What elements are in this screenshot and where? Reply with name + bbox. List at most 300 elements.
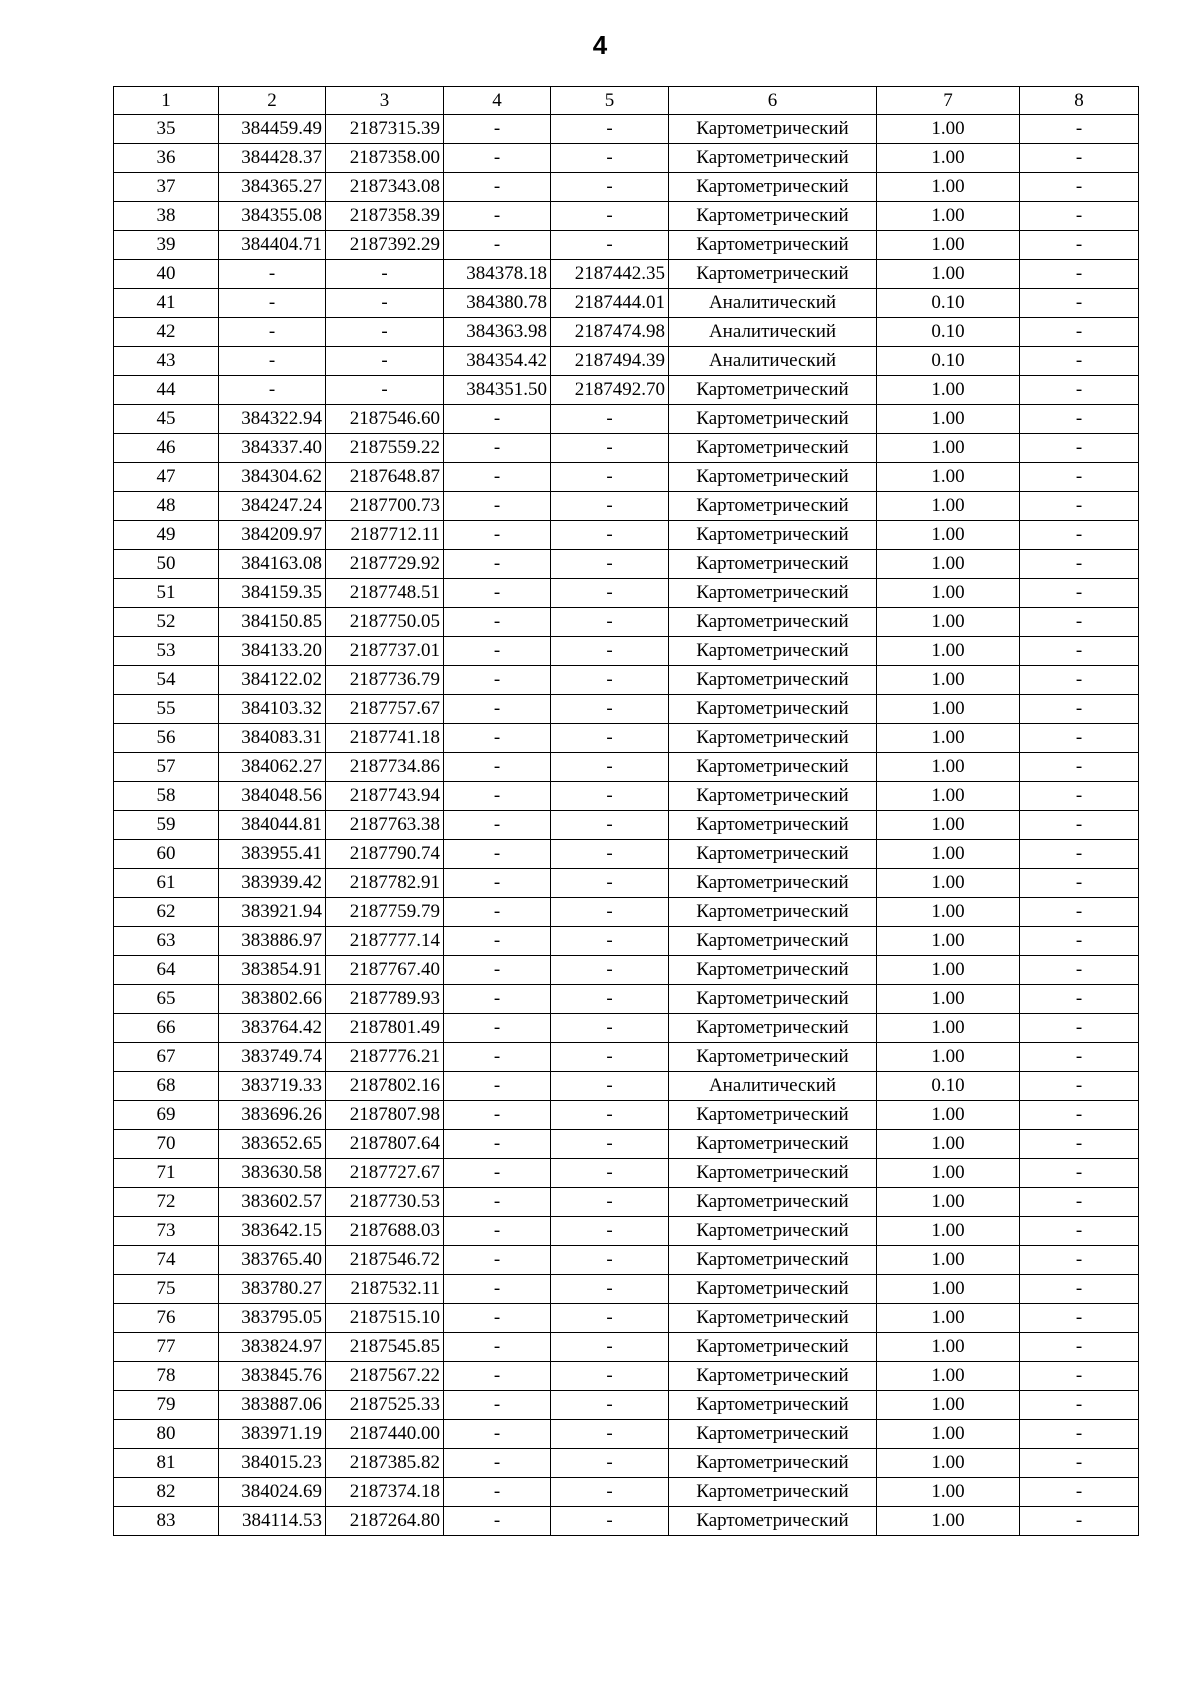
cell-y-coord-new: - <box>551 231 669 260</box>
cell-method: Картометрический <box>669 608 877 637</box>
cell-method: Картометрический <box>669 927 877 956</box>
cell-y-coord-new: - <box>551 521 669 550</box>
cell-point-number: 65 <box>114 985 219 1014</box>
table-row <box>114 202 1139 231</box>
cell-x-coord-new: - <box>444 869 551 898</box>
cell-y-coord-new: - <box>551 1246 669 1275</box>
cell-description: - <box>1020 1130 1139 1159</box>
cell-x-coord-new: - <box>444 115 551 144</box>
cell-x-coord-existing: 384163.08 <box>219 550 326 579</box>
cell-method: Картометрический <box>669 405 877 434</box>
cell-point-number: 63 <box>114 927 219 956</box>
table-row <box>114 811 1139 840</box>
cell-x-coord-new: - <box>444 695 551 724</box>
cell-x-coord-new: - <box>444 1304 551 1333</box>
cell-y-coord-existing: 2187767.40 <box>326 956 444 985</box>
table-row <box>114 1159 1139 1188</box>
cell-method: Аналитический <box>669 318 877 347</box>
cell-description: - <box>1020 434 1139 463</box>
cell-x-coord-existing: 383939.42 <box>219 869 326 898</box>
table-row <box>114 434 1139 463</box>
table-row <box>114 898 1139 927</box>
table-row <box>114 1101 1139 1130</box>
cell-point-number: 69 <box>114 1101 219 1130</box>
table-row <box>114 1362 1139 1391</box>
cell-description: - <box>1020 782 1139 811</box>
cell-method: Картометрический <box>669 376 877 405</box>
cell-accuracy: 0.10 <box>877 289 1020 318</box>
cell-point-number: 72 <box>114 1188 219 1217</box>
cell-description: - <box>1020 492 1139 521</box>
table-row <box>114 695 1139 724</box>
cell-accuracy: 1.00 <box>877 1478 1020 1507</box>
cell-y-coord-new: 2187444.01 <box>551 289 669 318</box>
cell-y-coord-new: - <box>551 1304 669 1333</box>
cell-x-coord-new: - <box>444 231 551 260</box>
cell-y-coord-new: 2187442.35 <box>551 260 669 289</box>
cell-x-coord-existing: 383845.76 <box>219 1362 326 1391</box>
cell-y-coord-new: - <box>551 1217 669 1246</box>
cell-y-coord-new: - <box>551 1072 669 1101</box>
cell-accuracy: 1.00 <box>877 985 1020 1014</box>
cell-method: Картометрический <box>669 869 877 898</box>
table-row <box>114 115 1139 144</box>
cell-accuracy: 1.00 <box>877 1246 1020 1275</box>
cell-x-coord-new: 384380.78 <box>444 289 551 318</box>
cell-point-number: 46 <box>114 434 219 463</box>
cell-accuracy: 1.00 <box>877 1188 1020 1217</box>
cell-x-coord-existing: 384044.81 <box>219 811 326 840</box>
cell-x-coord-existing: 384083.31 <box>219 724 326 753</box>
cell-method: Картометрический <box>669 463 877 492</box>
cell-y-coord-new: 2187492.70 <box>551 376 669 405</box>
cell-description: - <box>1020 521 1139 550</box>
cell-y-coord-new: - <box>551 550 669 579</box>
cell-description: - <box>1020 405 1139 434</box>
cell-description: - <box>1020 753 1139 782</box>
cell-method: Картометрический <box>669 666 877 695</box>
cell-x-coord-existing: 383642.15 <box>219 1217 326 1246</box>
cell-x-coord-existing: 383854.91 <box>219 956 326 985</box>
cell-x-coord-new: - <box>444 666 551 695</box>
cell-x-coord-existing: 383765.40 <box>219 1246 326 1275</box>
cell-method: Аналитический <box>669 347 877 376</box>
cell-accuracy: 1.00 <box>877 1275 1020 1304</box>
cell-x-coord-new: - <box>444 1420 551 1449</box>
cell-point-number: 79 <box>114 1391 219 1420</box>
cell-accuracy: 1.00 <box>877 811 1020 840</box>
cell-method: Картометрический <box>669 1101 877 1130</box>
cell-y-coord-existing: 2187743.94 <box>326 782 444 811</box>
cell-method: Картометрический <box>669 1275 877 1304</box>
cell-description: - <box>1020 956 1139 985</box>
cell-method: Картометрический <box>669 1159 877 1188</box>
cell-x-coord-existing: - <box>219 318 326 347</box>
cell-description: - <box>1020 260 1139 289</box>
table-row <box>114 405 1139 434</box>
column-header-4: 4 <box>444 87 551 115</box>
cell-point-number: 42 <box>114 318 219 347</box>
cell-accuracy: 1.00 <box>877 260 1020 289</box>
cell-method: Картометрический <box>669 1246 877 1275</box>
cell-description: - <box>1020 1217 1139 1246</box>
cell-y-coord-existing: 2187358.00 <box>326 144 444 173</box>
cell-point-number: 36 <box>114 144 219 173</box>
cell-y-coord-existing: 2187374.18 <box>326 1478 444 1507</box>
cell-x-coord-new: - <box>444 985 551 1014</box>
cell-x-coord-new: - <box>444 1362 551 1391</box>
cell-x-coord-existing: 383749.74 <box>219 1043 326 1072</box>
table-row <box>114 1304 1139 1333</box>
table-row <box>114 1043 1139 1072</box>
cell-y-coord-existing: 2187790.74 <box>326 840 444 869</box>
table-row <box>114 1478 1139 1507</box>
cell-description: - <box>1020 144 1139 173</box>
table-row <box>114 173 1139 202</box>
table-row <box>114 1246 1139 1275</box>
cell-y-coord-new: 2187474.98 <box>551 318 669 347</box>
cell-description: - <box>1020 318 1139 347</box>
cell-point-number: 74 <box>114 1246 219 1275</box>
cell-y-coord-existing: 2187736.79 <box>326 666 444 695</box>
cell-y-coord-existing: 2187763.38 <box>326 811 444 840</box>
cell-point-number: 76 <box>114 1304 219 1333</box>
cell-y-coord-new: - <box>551 753 669 782</box>
cell-x-coord-new: - <box>444 492 551 521</box>
cell-method: Аналитический <box>669 289 877 318</box>
cell-x-coord-existing: 383719.33 <box>219 1072 326 1101</box>
cell-point-number: 60 <box>114 840 219 869</box>
cell-accuracy: 1.00 <box>877 115 1020 144</box>
cell-accuracy: 1.00 <box>877 1159 1020 1188</box>
cell-accuracy: 1.00 <box>877 231 1020 260</box>
cell-description: - <box>1020 1043 1139 1072</box>
cell-description: - <box>1020 637 1139 666</box>
cell-point-number: 71 <box>114 1159 219 1188</box>
cell-method: Картометрический <box>669 782 877 811</box>
cell-x-coord-existing: 384150.85 <box>219 608 326 637</box>
cell-y-coord-existing: 2187700.73 <box>326 492 444 521</box>
cell-y-coord-new: - <box>551 1101 669 1130</box>
cell-y-coord-new: - <box>551 608 669 637</box>
cell-y-coord-new: - <box>551 637 669 666</box>
cell-method: Картометрический <box>669 1188 877 1217</box>
cell-accuracy: 1.00 <box>877 202 1020 231</box>
cell-method: Картометрический <box>669 1391 877 1420</box>
cell-y-coord-existing: 2187737.01 <box>326 637 444 666</box>
cell-point-number: 68 <box>114 1072 219 1101</box>
cell-accuracy: 1.00 <box>877 550 1020 579</box>
cell-y-coord-existing: - <box>326 289 444 318</box>
cell-point-number: 50 <box>114 550 219 579</box>
cell-description: - <box>1020 811 1139 840</box>
cell-y-coord-existing: - <box>326 318 444 347</box>
cell-x-coord-existing: 384159.35 <box>219 579 326 608</box>
cell-description: - <box>1020 1188 1139 1217</box>
cell-method: Картометрический <box>669 898 877 927</box>
cell-description: - <box>1020 695 1139 724</box>
cell-accuracy: 1.00 <box>877 1333 1020 1362</box>
cell-x-coord-new: - <box>444 1159 551 1188</box>
table-row <box>114 753 1139 782</box>
cell-y-coord-existing: 2187734.86 <box>326 753 444 782</box>
cell-method: Картометрический <box>669 1362 877 1391</box>
cell-x-coord-existing: 383795.05 <box>219 1304 326 1333</box>
cell-accuracy: 1.00 <box>877 173 1020 202</box>
cell-x-coord-new: - <box>444 637 551 666</box>
cell-method: Картометрический <box>669 985 877 1014</box>
cell-method: Картометрический <box>669 1130 877 1159</box>
cell-accuracy: 1.00 <box>877 1101 1020 1130</box>
cell-y-coord-new: - <box>551 463 669 492</box>
cell-description: - <box>1020 347 1139 376</box>
cell-y-coord-existing: - <box>326 376 444 405</box>
cell-y-coord-existing: 2187757.67 <box>326 695 444 724</box>
cell-accuracy: 0.10 <box>877 1072 1020 1101</box>
cell-x-coord-existing: 383602.57 <box>219 1188 326 1217</box>
cell-accuracy: 1.00 <box>877 1043 1020 1072</box>
cell-y-coord-existing: 2187358.39 <box>326 202 444 231</box>
cell-y-coord-new: - <box>551 927 669 956</box>
cell-point-number: 52 <box>114 608 219 637</box>
cell-accuracy: 1.00 <box>877 724 1020 753</box>
cell-x-coord-new: - <box>444 927 551 956</box>
cell-accuracy: 1.00 <box>877 1420 1020 1449</box>
cell-x-coord-existing: 383955.41 <box>219 840 326 869</box>
cell-y-coord-existing: 2187759.79 <box>326 898 444 927</box>
table-row <box>114 724 1139 753</box>
cell-method: Картометрический <box>669 434 877 463</box>
cell-description: - <box>1020 898 1139 927</box>
cell-method: Картометрический <box>669 1507 877 1536</box>
table-row <box>114 869 1139 898</box>
cell-method: Картометрический <box>669 115 877 144</box>
cell-description: - <box>1020 1014 1139 1043</box>
table-row <box>114 927 1139 956</box>
cell-description: - <box>1020 1362 1139 1391</box>
table-row <box>114 550 1139 579</box>
cell-y-coord-new: - <box>551 1391 669 1420</box>
cell-y-coord-new: - <box>551 1159 669 1188</box>
table-row <box>114 144 1139 173</box>
cell-x-coord-new: - <box>444 840 551 869</box>
coordinates-table <box>113 86 1139 1536</box>
cell-x-coord-new: 384354.42 <box>444 347 551 376</box>
cell-method: Картометрический <box>669 1478 877 1507</box>
cell-point-number: 53 <box>114 637 219 666</box>
table-row <box>114 608 1139 637</box>
cell-point-number: 81 <box>114 1449 219 1478</box>
cell-x-coord-existing: - <box>219 347 326 376</box>
cell-x-coord-existing: - <box>219 260 326 289</box>
cell-x-coord-existing: 383887.06 <box>219 1391 326 1420</box>
cell-y-coord-new: - <box>551 115 669 144</box>
cell-y-coord-existing: 2187807.64 <box>326 1130 444 1159</box>
cell-description: - <box>1020 376 1139 405</box>
cell-description: - <box>1020 173 1139 202</box>
cell-y-coord-existing: 2187777.14 <box>326 927 444 956</box>
cell-x-coord-existing: 384322.94 <box>219 405 326 434</box>
cell-point-number: 45 <box>114 405 219 434</box>
cell-method: Картометрический <box>669 1043 877 1072</box>
cell-point-number: 67 <box>114 1043 219 1072</box>
cell-y-coord-new: - <box>551 173 669 202</box>
cell-accuracy: 1.00 <box>877 405 1020 434</box>
table-row <box>114 347 1139 376</box>
table-row <box>114 1391 1139 1420</box>
cell-accuracy: 1.00 <box>877 898 1020 927</box>
cell-y-coord-new: - <box>551 1043 669 1072</box>
cell-x-coord-existing: 384024.69 <box>219 1478 326 1507</box>
cell-x-coord-existing: 384103.32 <box>219 695 326 724</box>
cell-description: - <box>1020 1333 1139 1362</box>
cell-description: - <box>1020 231 1139 260</box>
table-row <box>114 1420 1139 1449</box>
cell-y-coord-existing: 2187801.49 <box>326 1014 444 1043</box>
cell-point-number: 77 <box>114 1333 219 1362</box>
cell-x-coord-new: - <box>444 1217 551 1246</box>
cell-accuracy: 1.00 <box>877 869 1020 898</box>
cell-x-coord-existing: 383921.94 <box>219 898 326 927</box>
cell-description: - <box>1020 666 1139 695</box>
cell-y-coord-existing: 2187741.18 <box>326 724 444 753</box>
cell-x-coord-existing: 383802.66 <box>219 985 326 1014</box>
cell-point-number: 48 <box>114 492 219 521</box>
cell-point-number: 40 <box>114 260 219 289</box>
cell-y-coord-existing: 2187807.98 <box>326 1101 444 1130</box>
cell-x-coord-new: - <box>444 144 551 173</box>
cell-accuracy: 1.00 <box>877 579 1020 608</box>
cell-method: Картометрический <box>669 144 877 173</box>
cell-y-coord-existing: 2187546.60 <box>326 405 444 434</box>
cell-x-coord-new: 384351.50 <box>444 376 551 405</box>
cell-y-coord-existing: 2187315.39 <box>326 115 444 144</box>
cell-method: Картометрический <box>669 1217 877 1246</box>
cell-y-coord-new: 2187494.39 <box>551 347 669 376</box>
cell-accuracy: 1.00 <box>877 637 1020 666</box>
cell-accuracy: 1.00 <box>877 840 1020 869</box>
cell-y-coord-new: - <box>551 202 669 231</box>
cell-y-coord-new: - <box>551 434 669 463</box>
table-row <box>114 840 1139 869</box>
column-header-3: 3 <box>326 87 444 115</box>
table-row <box>114 1275 1139 1304</box>
cell-x-coord-existing: - <box>219 289 326 318</box>
cell-y-coord-new: - <box>551 695 669 724</box>
cell-point-number: 61 <box>114 869 219 898</box>
cell-method: Картометрический <box>669 1333 877 1362</box>
cell-description: - <box>1020 1275 1139 1304</box>
table-header-row <box>114 87 1139 115</box>
cell-description: - <box>1020 1449 1139 1478</box>
cell-y-coord-existing: 2187392.29 <box>326 231 444 260</box>
cell-y-coord-new: - <box>551 724 669 753</box>
cell-x-coord-new: - <box>444 521 551 550</box>
cell-accuracy: 1.00 <box>877 666 1020 695</box>
cell-x-coord-new: - <box>444 550 551 579</box>
table-row <box>114 1188 1139 1217</box>
cell-method: Картометрический <box>669 724 877 753</box>
cell-accuracy: 1.00 <box>877 782 1020 811</box>
cell-x-coord-new: - <box>444 753 551 782</box>
cell-x-coord-new: - <box>444 1014 551 1043</box>
cell-description: - <box>1020 463 1139 492</box>
cell-x-coord-existing: 383780.27 <box>219 1275 326 1304</box>
table-row <box>114 1014 1139 1043</box>
cell-point-number: 47 <box>114 463 219 492</box>
cell-description: - <box>1020 1420 1139 1449</box>
cell-description: - <box>1020 1507 1139 1536</box>
cell-method: Картометрический <box>669 492 877 521</box>
cell-accuracy: 1.00 <box>877 1130 1020 1159</box>
table-row <box>114 782 1139 811</box>
cell-x-coord-new: - <box>444 811 551 840</box>
cell-point-number: 56 <box>114 724 219 753</box>
cell-y-coord-new: - <box>551 869 669 898</box>
cell-description: - <box>1020 1246 1139 1275</box>
cell-point-number: 75 <box>114 1275 219 1304</box>
cell-y-coord-existing: 2187789.93 <box>326 985 444 1014</box>
cell-method: Картометрический <box>669 637 877 666</box>
cell-point-number: 80 <box>114 1420 219 1449</box>
cell-y-coord-new: - <box>551 1014 669 1043</box>
cell-y-coord-existing: 2187750.05 <box>326 608 444 637</box>
cell-accuracy: 1.00 <box>877 753 1020 782</box>
cell-x-coord-new: - <box>444 1449 551 1478</box>
cell-description: - <box>1020 869 1139 898</box>
table-row <box>114 463 1139 492</box>
cell-method: Картометрический <box>669 956 877 985</box>
cell-x-coord-existing: 384122.02 <box>219 666 326 695</box>
cell-accuracy: 1.00 <box>877 1362 1020 1391</box>
cell-y-coord-existing: 2187776.21 <box>326 1043 444 1072</box>
cell-x-coord-existing: 384459.49 <box>219 115 326 144</box>
cell-method: Картометрический <box>669 811 877 840</box>
cell-method: Картометрический <box>669 231 877 260</box>
cell-description: - <box>1020 1159 1139 1188</box>
cell-description: - <box>1020 289 1139 318</box>
cell-method: Картометрический <box>669 260 877 289</box>
cell-point-number: 55 <box>114 695 219 724</box>
cell-x-coord-new: - <box>444 1275 551 1304</box>
cell-x-coord-new: - <box>444 1130 551 1159</box>
table-row <box>114 521 1139 550</box>
cell-y-coord-existing: 2187343.08 <box>326 173 444 202</box>
table-body <box>114 115 1139 1536</box>
cell-description: - <box>1020 579 1139 608</box>
table-row <box>114 956 1139 985</box>
cell-x-coord-existing: 384062.27 <box>219 753 326 782</box>
cell-y-coord-existing: 2187559.22 <box>326 434 444 463</box>
cell-point-number: 38 <box>114 202 219 231</box>
cell-accuracy: 1.00 <box>877 956 1020 985</box>
cell-description: - <box>1020 1072 1139 1101</box>
cell-y-coord-new: - <box>551 1507 669 1536</box>
cell-x-coord-new: - <box>444 173 551 202</box>
cell-accuracy: 1.00 <box>877 695 1020 724</box>
cell-accuracy: 0.10 <box>877 318 1020 347</box>
cell-x-coord-new: 384378.18 <box>444 260 551 289</box>
table-row <box>114 231 1139 260</box>
cell-description: - <box>1020 1478 1139 1507</box>
cell-y-coord-new: - <box>551 1275 669 1304</box>
cell-y-coord-new: - <box>551 1130 669 1159</box>
cell-accuracy: 1.00 <box>877 1507 1020 1536</box>
cell-y-coord-existing: - <box>326 260 444 289</box>
cell-method: Картометрический <box>669 1420 877 1449</box>
table-row <box>114 260 1139 289</box>
table-row <box>114 985 1139 1014</box>
